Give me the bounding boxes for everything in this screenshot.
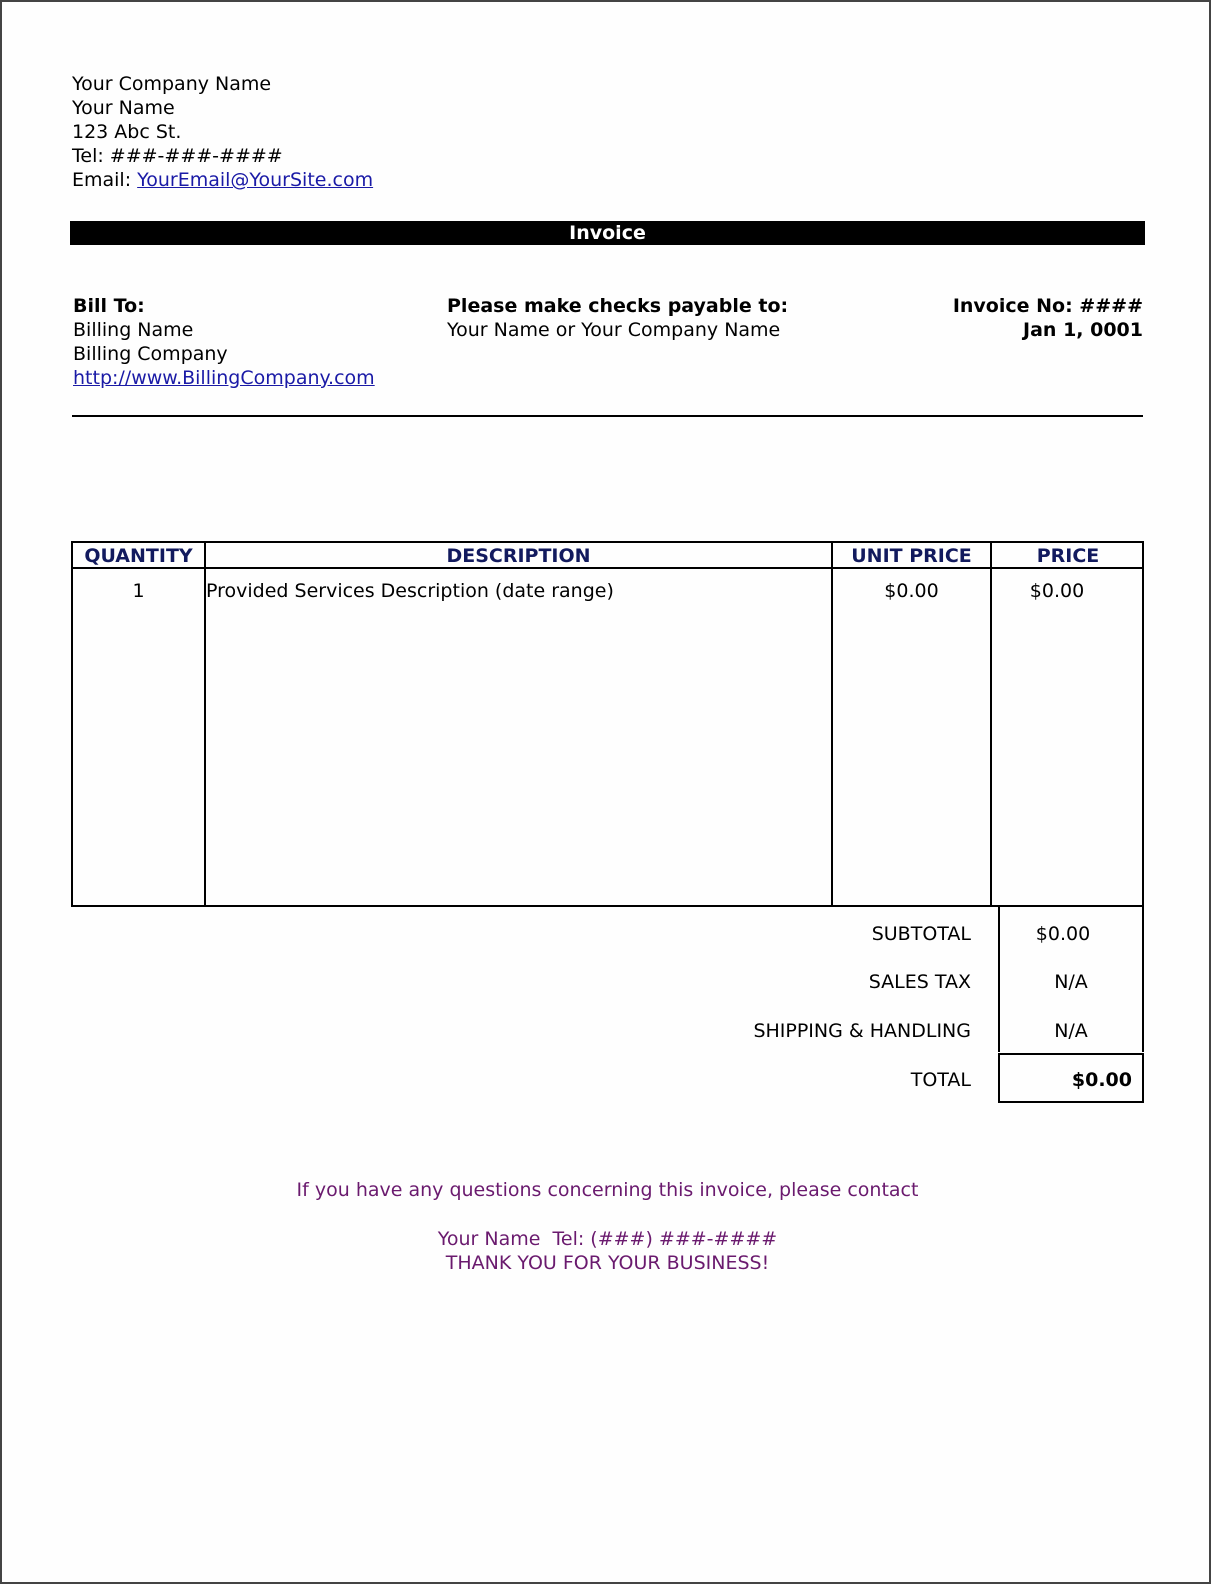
footer-thanks: THANK YOU FOR YOUR BUSINESS! (445, 1252, 770, 1274)
invoice-number: Invoice No: #### (952, 295, 1143, 317)
company-tel: Tel: ###-###-#### (72, 145, 283, 167)
billing-url-link[interactable]: http://www.BillingCompany.com (73, 367, 375, 389)
header-unit-price: UNIT PRICE (851, 545, 972, 567)
bill-to-block (73, 294, 375, 390)
invoice-title-bar: Invoice (70, 221, 1145, 245)
items-table (71, 541, 1144, 907)
billing-name: Billing Name (73, 319, 194, 341)
header-description: DESCRIPTION (446, 545, 591, 567)
email-link[interactable]: YourEmail@YourSite.com (137, 169, 374, 191)
company-contact-name: Your Name (72, 97, 175, 119)
invoice-meta-block (953, 294, 1143, 342)
total-label: TOTAL (910, 1069, 971, 1091)
row-quantity: 1 (132, 580, 145, 602)
total-value: $0.00 (1071, 1069, 1132, 1091)
header-quantity: QUANTITY (84, 545, 193, 567)
subtotal-label: SUBTOTAL (871, 923, 971, 945)
footer-question: If you have any questions concerning this invoice, please contact (296, 1179, 919, 1201)
payable-heading: Please make checks payable to: (447, 295, 789, 317)
invoice-date: Jan 1, 0001 (1023, 319, 1143, 341)
payable-block (447, 294, 788, 342)
email-label: Email: (72, 169, 138, 191)
payable-value: Your Name or Your Company Name (447, 319, 781, 341)
company-block (72, 72, 373, 192)
divider (72, 415, 1143, 417)
company-address: 123 Abc St. (72, 121, 182, 143)
billing-company: Billing Company (73, 343, 228, 365)
row-price: $0.00 (1029, 580, 1085, 602)
header-separator (73, 567, 1142, 569)
company-name: Your Company Name (72, 73, 272, 95)
row-description: Provided Services Description (date range) (206, 580, 614, 602)
sales-tax-value: N/A (1054, 971, 1088, 993)
shipping-value: N/A (1054, 1020, 1088, 1042)
header-price: PRICE (1036, 545, 1100, 567)
subtotal-value: $0.00 (1035, 923, 1091, 945)
company-email-row (72, 168, 373, 192)
sales-tax-label: SALES TAX (868, 971, 971, 993)
footer-contact: Your Name Tel: (###) ###-#### (437, 1228, 778, 1250)
bill-to-heading: Bill To: (73, 295, 145, 317)
row-unit-price: $0.00 (884, 580, 939, 602)
shipping-label: SHIPPING & HANDLING (753, 1020, 971, 1042)
